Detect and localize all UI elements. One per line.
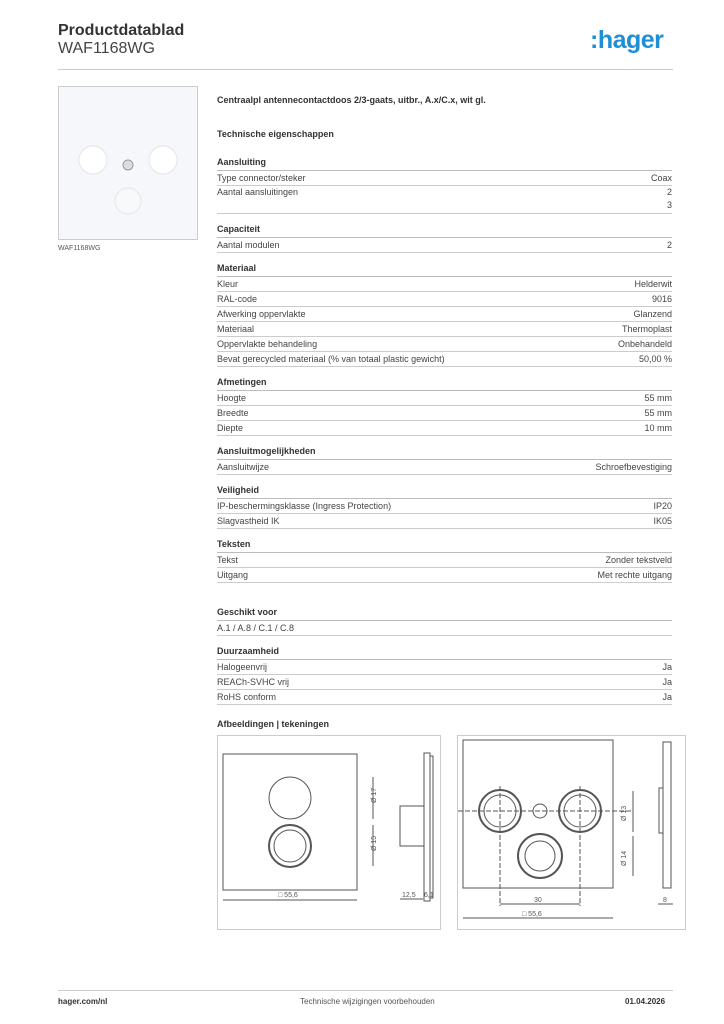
spec-value xyxy=(595,460,672,474)
spec-label: Kleur xyxy=(217,279,239,289)
spec-value xyxy=(667,186,672,212)
spec-row xyxy=(217,675,672,690)
spec-value xyxy=(662,690,672,704)
spec-value xyxy=(639,352,672,366)
section-heading: Duurzaamheid xyxy=(217,645,672,660)
spec-row xyxy=(217,499,672,514)
section-heading: Materiaal xyxy=(217,262,672,277)
spec-value-text: Zonder tekstveld xyxy=(605,555,672,565)
spec-row xyxy=(217,514,672,529)
section-heading: Aansluiting xyxy=(217,156,672,171)
spec-label: Aantal modulen xyxy=(217,240,280,250)
spec-label: Type connector/steker xyxy=(217,173,306,183)
spec-value xyxy=(633,307,672,321)
spec-value xyxy=(644,421,672,435)
spec-value-text: Glanzend xyxy=(633,309,672,319)
dim-dia1: Ø 13 xyxy=(621,805,628,821)
spec-row xyxy=(217,337,672,352)
spec-row xyxy=(217,660,672,675)
dim-depth1: 12,5 xyxy=(402,892,416,899)
product-image xyxy=(58,86,198,240)
spec-value-text: Helderwit xyxy=(634,279,672,289)
spec-value xyxy=(653,499,672,513)
spec-value-text: 2 xyxy=(666,240,672,250)
spec-label: Aantal aansluitingen xyxy=(217,187,299,197)
spec-label: RoHS conform xyxy=(217,692,277,702)
section-heading: Afmetingen xyxy=(217,376,672,391)
spec-value-text: Ja xyxy=(662,662,672,672)
spec-value xyxy=(662,675,672,689)
spec-value-text: 55 mm xyxy=(644,408,672,418)
spec-value-text: Schroefbevestiging xyxy=(595,462,672,472)
spec-value xyxy=(644,391,672,405)
section-heading: Capaciteit xyxy=(217,223,672,238)
dim-dia2: Ø 15 xyxy=(371,835,378,851)
dim-width: □ 55,6 xyxy=(522,911,542,918)
footer-note: Technische wijzigingen voorbehouden xyxy=(300,997,435,1006)
dim-depth: 8 xyxy=(663,897,667,904)
spec-row xyxy=(217,690,672,705)
spec-value xyxy=(653,514,672,528)
spec-label: Tekst xyxy=(217,555,239,565)
dim-dia1: Ø 17 xyxy=(371,787,378,803)
spec-row xyxy=(217,292,672,307)
spec-label: Diepte xyxy=(217,423,244,433)
spec-row xyxy=(217,391,672,406)
image-caption: WAF1168WG xyxy=(58,245,101,252)
spec-row xyxy=(217,406,672,421)
spec-value-text: 10 mm xyxy=(644,423,672,433)
dim-depth2: 6,1 xyxy=(424,892,434,899)
spec-value xyxy=(652,292,672,306)
spec-value xyxy=(618,337,672,351)
drawing-3-gang xyxy=(457,735,686,930)
spec-row xyxy=(217,460,672,475)
spec-label: Hoogte xyxy=(217,393,247,403)
spec-label: RAL-code xyxy=(217,294,258,304)
spec-label: Uitgang xyxy=(217,570,249,580)
spec-value-text: IP20 xyxy=(653,501,672,511)
section-heading: Geschikt voor xyxy=(217,606,672,621)
tech-title: Technische eigenschappen xyxy=(217,129,334,139)
spec-value xyxy=(597,568,672,582)
spec-label: A.1 / A.8 / C.1 / C.8 xyxy=(217,623,295,633)
spec-value xyxy=(644,406,672,420)
spec-value-text: Ja xyxy=(662,692,672,702)
spec-row xyxy=(217,568,672,583)
spec-value-text: Onbehandeld xyxy=(617,339,672,349)
spec-row xyxy=(217,277,672,292)
spec-row xyxy=(217,553,672,568)
drawings-title: Afbeeldingen | tekeningen xyxy=(217,719,330,729)
page-title: Productdatablad xyxy=(58,22,185,39)
spec-value-text: 55 mm xyxy=(644,393,672,403)
dim-spacing: 30 xyxy=(534,897,542,904)
spec-label: Breedte xyxy=(217,408,249,418)
spec-value-text: Ja xyxy=(662,677,672,687)
spec-row xyxy=(217,307,672,322)
spec-value xyxy=(651,171,672,185)
drawing-2-gang xyxy=(217,735,441,930)
section-heading: Aansluitmogelijkheden xyxy=(217,445,672,460)
spec-row xyxy=(217,421,672,436)
header-divider xyxy=(58,69,673,70)
spec-value-text: Thermoplast xyxy=(621,324,672,334)
spec-row xyxy=(217,322,672,337)
spec-label: Materiaal xyxy=(217,324,255,334)
spec-label: Oppervlakte behandeling xyxy=(217,339,318,349)
hager-logo: :hager xyxy=(590,26,664,54)
product-description: Centraalpl antennecontactdoos 2/3-gaats, uitbr., A.x/C.x, wit gl. xyxy=(217,95,486,105)
spec-row xyxy=(217,171,672,186)
spec-value-text: 50,00 % xyxy=(638,354,672,364)
spec-label: Aansluitwijze xyxy=(217,462,270,472)
spec-value-text: Coax xyxy=(650,173,672,183)
spec-value xyxy=(634,277,672,291)
spec-value-text: 2 xyxy=(666,187,672,197)
spec-value xyxy=(622,322,672,336)
spec-table xyxy=(217,95,672,729)
spec-value xyxy=(667,238,672,252)
footer-divider xyxy=(58,990,673,991)
spec-row xyxy=(217,352,672,367)
spec-label: Slagvastheid IK xyxy=(217,516,280,526)
footer-website[interactable]: hager.com/nl xyxy=(58,997,108,1006)
spec-value xyxy=(662,660,672,674)
spec-label: IP-beschermingsklasse (Ingress Protection) xyxy=(217,501,392,511)
dim-width: □ 55,6 xyxy=(278,892,298,899)
dim-dia2: Ø 14 xyxy=(621,850,628,866)
spec-value-text: 9016 xyxy=(651,294,672,304)
spec-row xyxy=(217,621,672,636)
spec-label: Bevat gerecycled materiaal (% van totaal plastic gewicht) xyxy=(217,354,445,364)
spec-value xyxy=(605,553,672,567)
product-code: WAF1168WG xyxy=(58,40,155,57)
spec-value-text: IK05 xyxy=(653,516,672,526)
spec-value-text: 3 xyxy=(666,200,672,210)
section-heading: Veiligheid xyxy=(217,484,672,499)
spec-label: REACh-SVHC vrij xyxy=(217,677,290,687)
spec-value-text: Met rechte uitgang xyxy=(597,570,672,580)
footer-date: 01.04.2026 xyxy=(625,997,666,1006)
spec-label: Halogeenvrij xyxy=(217,662,268,672)
spec-row xyxy=(217,238,672,253)
spec-row xyxy=(217,186,672,214)
spec-label: Afwerking oppervlakte xyxy=(217,309,306,319)
section-heading: Teksten xyxy=(217,538,672,553)
